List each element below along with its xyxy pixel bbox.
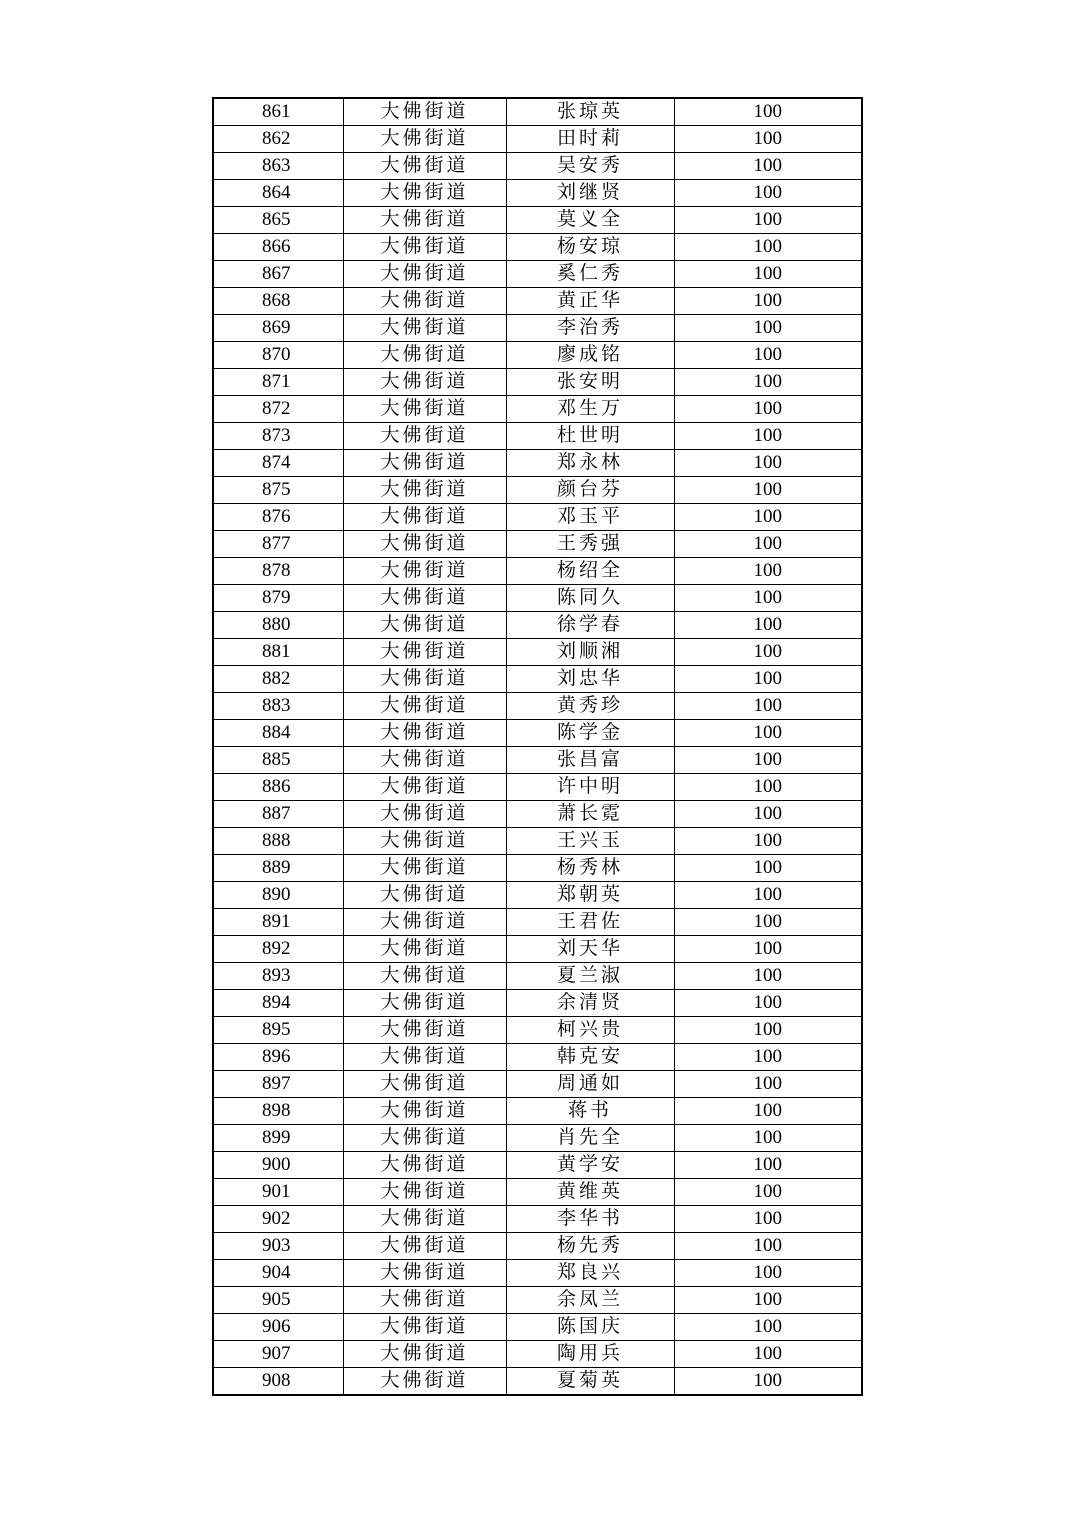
amount-cell: 100 bbox=[674, 1125, 862, 1152]
row-number-cell: 886 bbox=[213, 774, 343, 801]
name-cell: 徐学春 bbox=[506, 612, 674, 639]
area-cell: 大佛街道 bbox=[343, 450, 506, 477]
amount-cell: 100 bbox=[674, 1206, 862, 1233]
table-row bbox=[213, 1314, 862, 1341]
table-row bbox=[213, 585, 862, 612]
name-cell: 李华书 bbox=[506, 1206, 674, 1233]
row-number-cell: 869 bbox=[213, 315, 343, 342]
name-cell: 邓玉平 bbox=[506, 504, 674, 531]
table-row bbox=[213, 882, 862, 909]
amount-cell: 100 bbox=[674, 936, 862, 963]
area-cell: 大佛街道 bbox=[343, 639, 506, 666]
row-number-cell: 893 bbox=[213, 963, 343, 990]
amount-cell: 100 bbox=[674, 612, 862, 639]
row-number-cell: 876 bbox=[213, 504, 343, 531]
table-row bbox=[213, 1044, 862, 1071]
amount-cell: 100 bbox=[674, 98, 862, 126]
area-cell: 大佛街道 bbox=[343, 126, 506, 153]
row-number-cell: 885 bbox=[213, 747, 343, 774]
amount-cell: 100 bbox=[674, 261, 862, 288]
table-row bbox=[213, 1098, 862, 1125]
area-cell: 大佛街道 bbox=[343, 261, 506, 288]
name-cell: 杜世明 bbox=[506, 423, 674, 450]
name-cell: 余清贤 bbox=[506, 990, 674, 1017]
area-cell: 大佛街道 bbox=[343, 315, 506, 342]
area-cell: 大佛街道 bbox=[343, 1017, 506, 1044]
area-cell: 大佛街道 bbox=[343, 531, 506, 558]
area-cell: 大佛街道 bbox=[343, 234, 506, 261]
area-cell: 大佛街道 bbox=[343, 1287, 506, 1314]
name-cell: 张安明 bbox=[506, 369, 674, 396]
name-cell: 韩克安 bbox=[506, 1044, 674, 1071]
row-number-cell: 898 bbox=[213, 1098, 343, 1125]
table-row bbox=[213, 936, 862, 963]
amount-cell: 100 bbox=[674, 1314, 862, 1341]
roster-table bbox=[212, 97, 863, 1396]
name-cell: 刘忠华 bbox=[506, 666, 674, 693]
table-row bbox=[213, 396, 862, 423]
name-cell: 余凤兰 bbox=[506, 1287, 674, 1314]
amount-cell: 100 bbox=[674, 423, 862, 450]
table-row bbox=[213, 342, 862, 369]
name-cell: 黄正华 bbox=[506, 288, 674, 315]
name-cell: 莫义全 bbox=[506, 207, 674, 234]
table-row bbox=[213, 801, 862, 828]
row-number-cell: 879 bbox=[213, 585, 343, 612]
area-cell: 大佛街道 bbox=[343, 747, 506, 774]
name-cell: 陶用兵 bbox=[506, 1341, 674, 1368]
name-cell: 刘天华 bbox=[506, 936, 674, 963]
row-number-cell: 863 bbox=[213, 153, 343, 180]
table-row bbox=[213, 1125, 862, 1152]
name-cell: 柯兴贵 bbox=[506, 1017, 674, 1044]
row-number-cell: 903 bbox=[213, 1233, 343, 1260]
table-row bbox=[213, 1179, 862, 1206]
name-cell: 郑永林 bbox=[506, 450, 674, 477]
document-page bbox=[212, 97, 863, 1396]
row-number-cell: 873 bbox=[213, 423, 343, 450]
area-cell: 大佛街道 bbox=[343, 1341, 506, 1368]
amount-cell: 100 bbox=[674, 1044, 862, 1071]
name-cell: 夏兰淑 bbox=[506, 963, 674, 990]
amount-cell: 100 bbox=[674, 720, 862, 747]
row-number-cell: 882 bbox=[213, 666, 343, 693]
row-number-cell: 868 bbox=[213, 288, 343, 315]
area-cell: 大佛街道 bbox=[343, 1206, 506, 1233]
area-cell: 大佛街道 bbox=[343, 666, 506, 693]
amount-cell: 100 bbox=[674, 153, 862, 180]
table-row bbox=[213, 477, 862, 504]
row-number-cell: 891 bbox=[213, 909, 343, 936]
table-row bbox=[213, 855, 862, 882]
amount-cell: 100 bbox=[674, 180, 862, 207]
amount-cell: 100 bbox=[674, 288, 862, 315]
row-number-cell: 908 bbox=[213, 1368, 343, 1396]
name-cell: 奚仁秀 bbox=[506, 261, 674, 288]
amount-cell: 100 bbox=[674, 585, 862, 612]
area-cell: 大佛街道 bbox=[343, 1071, 506, 1098]
area-cell: 大佛街道 bbox=[343, 828, 506, 855]
amount-cell: 100 bbox=[674, 882, 862, 909]
table-row bbox=[213, 315, 862, 342]
area-cell: 大佛街道 bbox=[343, 342, 506, 369]
table-row bbox=[213, 180, 862, 207]
amount-cell: 100 bbox=[674, 639, 862, 666]
amount-cell: 100 bbox=[674, 1098, 862, 1125]
table-row bbox=[213, 774, 862, 801]
row-number-cell: 872 bbox=[213, 396, 343, 423]
amount-cell: 100 bbox=[674, 1017, 862, 1044]
name-cell: 郑良兴 bbox=[506, 1260, 674, 1287]
area-cell: 大佛街道 bbox=[343, 1368, 506, 1396]
area-cell: 大佛街道 bbox=[343, 693, 506, 720]
name-cell: 周通如 bbox=[506, 1071, 674, 1098]
table-row bbox=[213, 1368, 862, 1396]
row-number-cell: 901 bbox=[213, 1179, 343, 1206]
table-row bbox=[213, 963, 862, 990]
table-row bbox=[213, 1017, 862, 1044]
table-row bbox=[213, 369, 862, 396]
name-cell: 许中明 bbox=[506, 774, 674, 801]
name-cell: 李治秀 bbox=[506, 315, 674, 342]
row-number-cell: 890 bbox=[213, 882, 343, 909]
row-number-cell: 861 bbox=[213, 98, 343, 126]
table-row bbox=[213, 1260, 862, 1287]
name-cell: 肖先全 bbox=[506, 1125, 674, 1152]
table-row bbox=[213, 720, 862, 747]
amount-cell: 100 bbox=[674, 315, 862, 342]
row-number-cell: 906 bbox=[213, 1314, 343, 1341]
area-cell: 大佛街道 bbox=[343, 396, 506, 423]
amount-cell: 100 bbox=[674, 450, 862, 477]
area-cell: 大佛街道 bbox=[343, 909, 506, 936]
area-cell: 大佛街道 bbox=[343, 153, 506, 180]
name-cell: 吴安秀 bbox=[506, 153, 674, 180]
amount-cell: 100 bbox=[674, 693, 862, 720]
table-row bbox=[213, 153, 862, 180]
row-number-cell: 870 bbox=[213, 342, 343, 369]
amount-cell: 100 bbox=[674, 531, 862, 558]
name-cell: 郑朝英 bbox=[506, 882, 674, 909]
name-cell: 邓生万 bbox=[506, 396, 674, 423]
name-cell: 田时莉 bbox=[506, 126, 674, 153]
amount-cell: 100 bbox=[674, 1260, 862, 1287]
area-cell: 大佛街道 bbox=[343, 558, 506, 585]
row-number-cell: 883 bbox=[213, 693, 343, 720]
row-number-cell: 867 bbox=[213, 261, 343, 288]
area-cell: 大佛街道 bbox=[343, 855, 506, 882]
area-cell: 大佛街道 bbox=[343, 990, 506, 1017]
table-row bbox=[213, 1152, 862, 1179]
table-row bbox=[213, 1071, 862, 1098]
row-number-cell: 865 bbox=[213, 207, 343, 234]
name-cell: 刘顺湘 bbox=[506, 639, 674, 666]
area-cell: 大佛街道 bbox=[343, 207, 506, 234]
amount-cell: 100 bbox=[674, 1287, 862, 1314]
area-cell: 大佛街道 bbox=[343, 423, 506, 450]
table-row bbox=[213, 666, 862, 693]
amount-cell: 100 bbox=[674, 747, 862, 774]
name-cell: 杨安琼 bbox=[506, 234, 674, 261]
name-cell: 张琼英 bbox=[506, 98, 674, 126]
amount-cell: 100 bbox=[674, 1233, 862, 1260]
table-row bbox=[213, 423, 862, 450]
row-number-cell: 878 bbox=[213, 558, 343, 585]
table-row bbox=[213, 1206, 862, 1233]
row-number-cell: 894 bbox=[213, 990, 343, 1017]
row-number-cell: 871 bbox=[213, 369, 343, 396]
row-number-cell: 884 bbox=[213, 720, 343, 747]
name-cell: 陈同久 bbox=[506, 585, 674, 612]
area-cell: 大佛街道 bbox=[343, 369, 506, 396]
name-cell: 王兴玉 bbox=[506, 828, 674, 855]
row-number-cell: 887 bbox=[213, 801, 343, 828]
table-row bbox=[213, 990, 862, 1017]
row-number-cell: 881 bbox=[213, 639, 343, 666]
name-cell: 黄维英 bbox=[506, 1179, 674, 1206]
area-cell: 大佛街道 bbox=[343, 936, 506, 963]
row-number-cell: 900 bbox=[213, 1152, 343, 1179]
area-cell: 大佛街道 bbox=[343, 774, 506, 801]
area-cell: 大佛街道 bbox=[343, 477, 506, 504]
name-cell: 廖成铭 bbox=[506, 342, 674, 369]
row-number-cell: 905 bbox=[213, 1287, 343, 1314]
table-row bbox=[213, 531, 862, 558]
row-number-cell: 874 bbox=[213, 450, 343, 477]
table-row bbox=[213, 288, 862, 315]
amount-cell: 100 bbox=[674, 477, 862, 504]
area-cell: 大佛街道 bbox=[343, 1098, 506, 1125]
amount-cell: 100 bbox=[674, 666, 862, 693]
amount-cell: 100 bbox=[674, 396, 862, 423]
amount-cell: 100 bbox=[674, 1179, 862, 1206]
name-cell: 杨绍全 bbox=[506, 558, 674, 585]
amount-cell: 100 bbox=[674, 234, 862, 261]
amount-cell: 100 bbox=[674, 963, 862, 990]
row-number-cell: 899 bbox=[213, 1125, 343, 1152]
amount-cell: 100 bbox=[674, 828, 862, 855]
table-row bbox=[213, 612, 862, 639]
area-cell: 大佛街道 bbox=[343, 1260, 506, 1287]
table-row bbox=[213, 504, 862, 531]
row-number-cell: 896 bbox=[213, 1044, 343, 1071]
table-row bbox=[213, 1341, 862, 1368]
amount-cell: 100 bbox=[674, 342, 862, 369]
amount-cell: 100 bbox=[674, 801, 862, 828]
row-number-cell: 889 bbox=[213, 855, 343, 882]
amount-cell: 100 bbox=[674, 855, 862, 882]
name-cell: 陈学金 bbox=[506, 720, 674, 747]
area-cell: 大佛街道 bbox=[343, 1179, 506, 1206]
table-row bbox=[213, 207, 862, 234]
row-number-cell: 866 bbox=[213, 234, 343, 261]
row-number-cell: 902 bbox=[213, 1206, 343, 1233]
name-cell: 颜台芬 bbox=[506, 477, 674, 504]
amount-cell: 100 bbox=[674, 126, 862, 153]
area-cell: 大佛街道 bbox=[343, 1125, 506, 1152]
area-cell: 大佛街道 bbox=[343, 963, 506, 990]
area-cell: 大佛街道 bbox=[343, 585, 506, 612]
name-cell: 王秀强 bbox=[506, 531, 674, 558]
table-row bbox=[213, 747, 862, 774]
row-number-cell: 897 bbox=[213, 1071, 343, 1098]
area-cell: 大佛街道 bbox=[343, 180, 506, 207]
table-row bbox=[213, 261, 862, 288]
table-row bbox=[213, 234, 862, 261]
row-number-cell: 907 bbox=[213, 1341, 343, 1368]
name-cell: 陈国庆 bbox=[506, 1314, 674, 1341]
row-number-cell: 888 bbox=[213, 828, 343, 855]
name-cell: 黄学安 bbox=[506, 1152, 674, 1179]
name-cell: 杨秀林 bbox=[506, 855, 674, 882]
area-cell: 大佛街道 bbox=[343, 1314, 506, 1341]
amount-cell: 100 bbox=[674, 1152, 862, 1179]
area-cell: 大佛街道 bbox=[343, 612, 506, 639]
amount-cell: 100 bbox=[674, 990, 862, 1017]
amount-cell: 100 bbox=[674, 774, 862, 801]
name-cell: 萧长霓 bbox=[506, 801, 674, 828]
table-row bbox=[213, 1287, 862, 1314]
name-cell: 刘继贤 bbox=[506, 180, 674, 207]
table-row bbox=[213, 639, 862, 666]
area-cell: 大佛街道 bbox=[343, 882, 506, 909]
amount-cell: 100 bbox=[674, 207, 862, 234]
area-cell: 大佛街道 bbox=[343, 504, 506, 531]
table-row bbox=[213, 126, 862, 153]
name-cell: 黄秀珍 bbox=[506, 693, 674, 720]
area-cell: 大佛街道 bbox=[343, 1152, 506, 1179]
area-cell: 大佛街道 bbox=[343, 1044, 506, 1071]
row-number-cell: 892 bbox=[213, 936, 343, 963]
amount-cell: 100 bbox=[674, 504, 862, 531]
roster-table-body bbox=[213, 98, 862, 1395]
name-cell: 蒋书 bbox=[506, 1098, 674, 1125]
row-number-cell: 875 bbox=[213, 477, 343, 504]
table-row bbox=[213, 558, 862, 585]
name-cell: 张昌富 bbox=[506, 747, 674, 774]
name-cell: 杨先秀 bbox=[506, 1233, 674, 1260]
area-cell: 大佛街道 bbox=[343, 288, 506, 315]
table-row bbox=[213, 450, 862, 477]
table-row bbox=[213, 828, 862, 855]
amount-cell: 100 bbox=[674, 1368, 862, 1396]
amount-cell: 100 bbox=[674, 558, 862, 585]
table-row bbox=[213, 909, 862, 936]
row-number-cell: 877 bbox=[213, 531, 343, 558]
amount-cell: 100 bbox=[674, 1341, 862, 1368]
row-number-cell: 904 bbox=[213, 1260, 343, 1287]
row-number-cell: 864 bbox=[213, 180, 343, 207]
row-number-cell: 880 bbox=[213, 612, 343, 639]
amount-cell: 100 bbox=[674, 909, 862, 936]
row-number-cell: 895 bbox=[213, 1017, 343, 1044]
name-cell: 夏菊英 bbox=[506, 1368, 674, 1396]
area-cell: 大佛街道 bbox=[343, 98, 506, 126]
table-row bbox=[213, 1233, 862, 1260]
table-row bbox=[213, 98, 862, 126]
amount-cell: 100 bbox=[674, 369, 862, 396]
table-row bbox=[213, 693, 862, 720]
name-cell: 王君佐 bbox=[506, 909, 674, 936]
area-cell: 大佛街道 bbox=[343, 801, 506, 828]
amount-cell: 100 bbox=[674, 1071, 862, 1098]
area-cell: 大佛街道 bbox=[343, 1233, 506, 1260]
row-number-cell: 862 bbox=[213, 126, 343, 153]
area-cell: 大佛街道 bbox=[343, 720, 506, 747]
